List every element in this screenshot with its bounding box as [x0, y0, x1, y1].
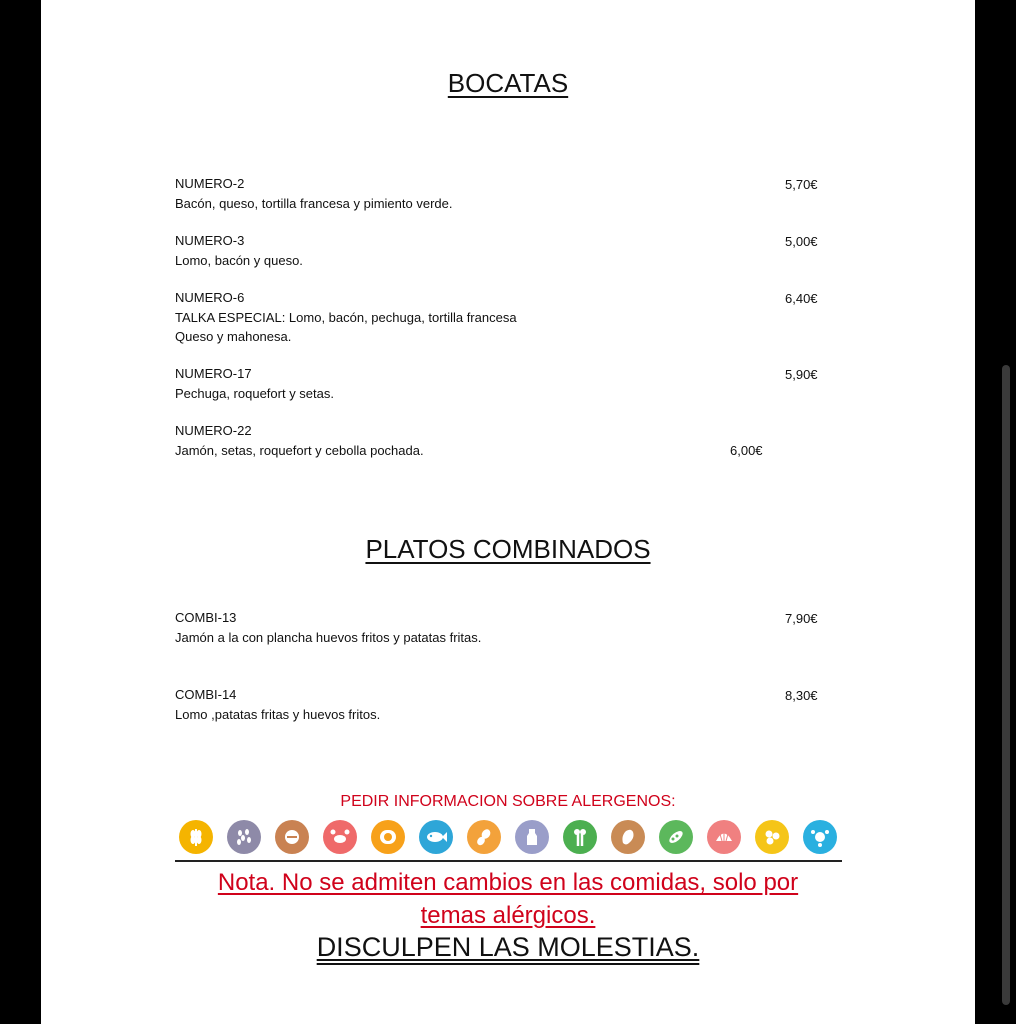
- sesame-icon: [227, 820, 261, 854]
- apology-text: DISCULPEN LAS MOLESTIAS.: [316, 932, 700, 962]
- divider: [175, 860, 842, 862]
- item-name: NUMERO-22: [175, 423, 252, 438]
- item-price: 6,40€: [785, 291, 818, 306]
- fish-icon: [419, 820, 453, 854]
- menu-page: [41, 0, 975, 1024]
- item-name: COMBI-13: [175, 610, 237, 625]
- celery-icon: [563, 820, 597, 854]
- scrollbar[interactable]: [1002, 365, 1010, 1005]
- mustard-icon: [659, 820, 693, 854]
- item-name: COMBI-14: [175, 687, 237, 702]
- menu-item: [175, 231, 875, 270]
- item-name: NUMERO-6: [175, 290, 245, 305]
- item-price: 8,30€: [785, 688, 818, 703]
- egg-icon: [371, 820, 405, 854]
- menu-item: [175, 174, 875, 213]
- menu-item: [175, 685, 875, 724]
- crustacean-icon: [323, 820, 357, 854]
- item-description: TALKA ESPECIAL: Lomo, bacón, pechuga, tortilla francesa: [175, 309, 517, 325]
- item-description: Lomo, bacón y queso.: [175, 252, 303, 268]
- menu-item: [175, 421, 875, 460]
- lupin-icon: [755, 820, 789, 854]
- item-price: 6,00€: [730, 443, 763, 458]
- combinados-heading: PLATOS COMBINADOS: [365, 534, 651, 564]
- item-price: 5,90€: [785, 367, 818, 382]
- notice-line-1: Nota. No se admiten cambios en las comidas, solo por: [217, 869, 799, 896]
- item-description: Jamón, setas, roquefort y cebolla pochada.: [175, 442, 424, 458]
- bocatas-heading: BOCATAS: [447, 68, 569, 98]
- item-description: Lomo ,patatas fritas y huevos fritos.: [175, 706, 381, 722]
- menu-item: [175, 288, 875, 347]
- soy-icon: [611, 820, 645, 854]
- allergen-info-title: PEDIR INFORMACION SOBRE ALERGENOS:: [340, 793, 676, 810]
- item-name: NUMERO-3: [175, 233, 245, 248]
- item-price: 7,90€: [785, 611, 818, 626]
- menu-item: [175, 364, 875, 403]
- gluten-icon: [179, 820, 213, 854]
- milk-icon: [515, 820, 549, 854]
- nuts-icon: [275, 820, 309, 854]
- item-description: Bacón, queso, tortilla francesa y pimiento verde.: [175, 195, 453, 211]
- menu-item: [175, 608, 875, 647]
- notice-line-2: temas alérgicos.: [420, 902, 596, 929]
- sulphite-icon: [803, 820, 837, 854]
- peanut-icon: [467, 820, 501, 854]
- item-description: Queso y mahonesa.: [175, 329, 292, 344]
- notice-text: [41, 866, 975, 932]
- item-description: Pechuga, roquefort y setas.: [175, 385, 334, 401]
- item-description: Jamón a la con plancha huevos fritos y patatas fritas.: [175, 629, 482, 645]
- item-price: 5,70€: [785, 177, 818, 192]
- item-name: NUMERO-2: [175, 176, 245, 191]
- mollusc-icon: [707, 820, 741, 854]
- item-price: 5,00€: [785, 234, 818, 249]
- item-name: NUMERO-17: [175, 366, 252, 381]
